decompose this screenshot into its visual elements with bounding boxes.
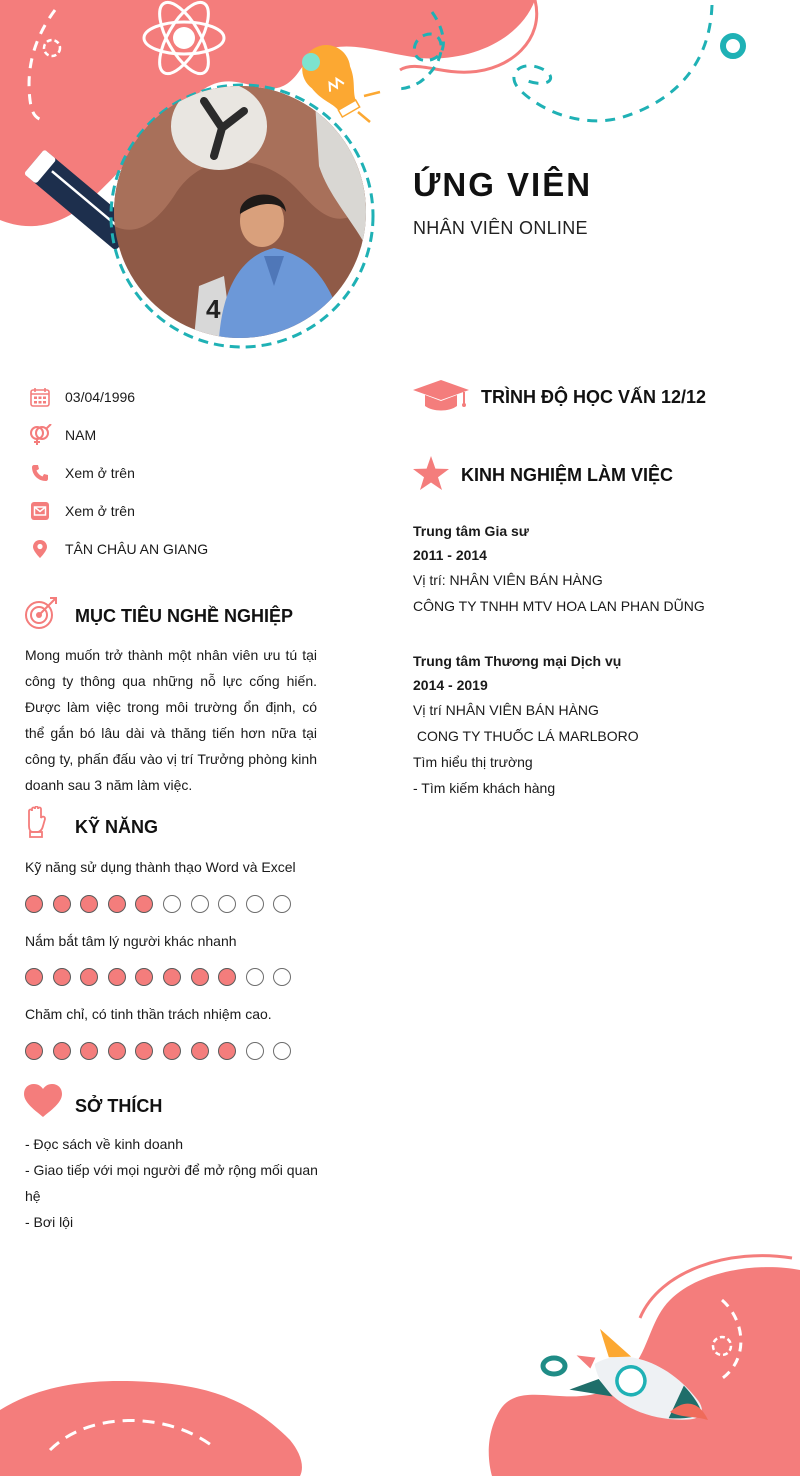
rating-dot-filled [80,968,98,986]
education-title: TRÌNH ĐỘ HỌC VẤN 12/12 [481,387,707,407]
experience-entry [413,649,743,801]
rating-dot-filled [135,1042,153,1060]
rating-dot-empty [218,895,236,913]
job-company: Trung tâm Gia sư [413,523,529,539]
calendar-icon [28,385,52,409]
target-icon [24,596,58,635]
skill-label: Nắm bắt tâm lý người khác nhanh [25,933,237,949]
hobby-item: - Đọc sách về kinh doanh [25,1136,183,1152]
rating-dot-filled [108,895,126,913]
rating-dot-filled [163,968,181,986]
job-line: Vị trí: NHÂN VIÊN BÁN HÀNG [413,572,603,588]
skill-label: Chăm chỉ, có tinh thần trách nhiệm cao. [25,1006,272,1022]
hobby-item: - Giao tiếp với mọi người để mở rộng mối quan hệ [25,1162,318,1204]
candidate-role: NHÂN VIÊN ONLINE [413,218,588,238]
skill-rating [25,968,301,986]
phone-text: Xem ở trên [65,465,135,481]
heart-icon [24,1084,62,1123]
rating-dot-filled [53,1042,71,1060]
candidate-name: ỨNG VIÊN [413,166,593,203]
job-period: 2014 - 2019 [413,677,488,693]
rating-dot-filled [80,895,98,913]
rating-dot-filled [218,1042,236,1060]
rating-dot-empty [191,895,209,913]
gender-text: NAM [65,427,97,443]
rating-dot-empty [273,968,291,986]
email-icon [28,499,52,523]
info-row-email [28,499,135,523]
rating-dot-filled [80,1042,98,1060]
rating-dot-filled [135,968,153,986]
rating-dot-filled [25,1042,43,1060]
rating-dot-filled [53,895,71,913]
rating-dot-filled [191,968,209,986]
info-row-phone [28,461,135,485]
rating-dot-filled [108,1042,126,1060]
star-icon [413,456,449,495]
job-company: Trung tâm Thương mại Dịch vụ [413,653,622,669]
rating-dot-empty [246,1042,264,1060]
graduation-cap-icon [413,378,469,419]
job-line: Vị trí NHÂN VIÊN BÁN HÀNG [413,702,599,718]
job-line: CÔNG TY TNHH MTV HOA LAN PHAN DŨNG [413,598,705,614]
skill-rating [25,895,301,913]
rating-dot-filled [191,1042,209,1060]
skill-label: Kỹ năng sử dụng thành thạo Word và Excel [25,859,296,875]
skills-title: KỸ NĂNG [75,817,159,837]
hobbies-title: SỞ THÍCH [75,1096,163,1116]
rating-dot-empty [273,895,291,913]
address-text: TÂN CHÂU AN GIANG [65,541,209,557]
rating-dot-filled [25,968,43,986]
birthday-text: 03/04/1996 [65,389,136,405]
job-line: - Tìm kiếm khách hàng [413,780,556,796]
experience-title: KINH NGHIỆM LÀM VIỆC [461,465,674,485]
rating-dot-empty [273,1042,291,1060]
gender-icon [28,423,52,447]
hobbies-list [25,1131,320,1235]
job-period: 2011 - 2014 [413,547,487,563]
rating-dot-filled [25,895,43,913]
skill-rating [25,1042,301,1060]
info-row-gender [28,423,96,447]
objective-title: MỤC TIÊU NGHỀ NGHIỆP [75,606,294,626]
job-line: Tìm hiểu thị trường [413,754,533,770]
profile-photo [114,86,366,338]
svg-text:4: 4 [206,294,221,324]
rating-dot-empty [246,968,264,986]
info-row-birthday [28,385,135,409]
objective-text: Mong muốn trở thành một nhân viên ưu tú tại công ty thông qua những nỗ lực cống hiến. Được làm việc trong môi trường ổn định, có thể gắn bó lâu dài và thăng tiến hơn nữa tại công ty, phấn đấu vào vị trí Trưởng phòng kinh doanh sau 3 năm làm việc. [25,647,317,793]
job-line: CONG TY THUỐC LÁ MARLBORO [413,728,639,744]
rating-dot-empty [163,895,181,913]
hobby-item: - Bơi lội [25,1214,74,1230]
hand-icon [25,806,49,843]
location-icon [28,537,52,561]
info-row-address [28,537,208,561]
email-text: Xem ở trên [65,503,135,519]
rating-dot-filled [218,968,236,986]
rating-dot-empty [246,895,264,913]
experience-entry [413,519,743,619]
rating-dot-filled [163,1042,181,1060]
rating-dot-filled [135,895,153,913]
rating-dot-filled [53,968,71,986]
phone-icon [28,461,52,485]
rating-dot-filled [108,968,126,986]
